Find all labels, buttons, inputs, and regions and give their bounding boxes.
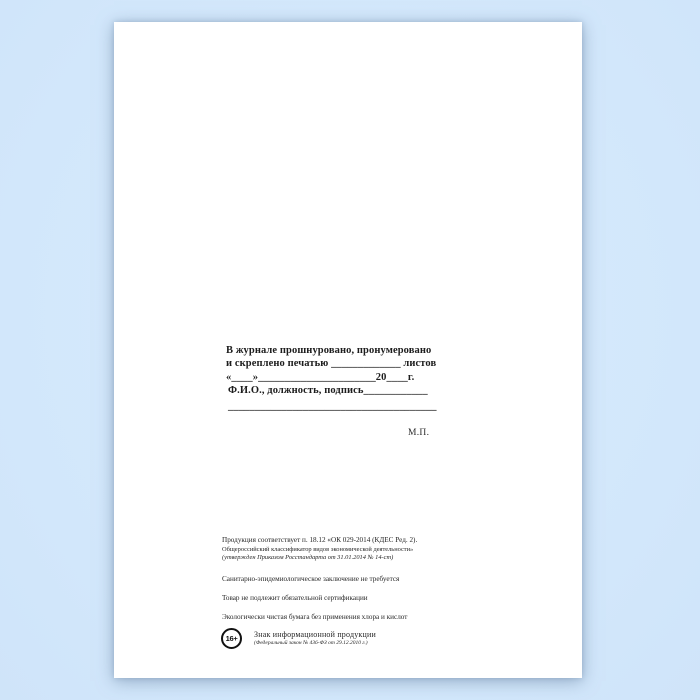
binding-signature-rule: _______________________________________ — [228, 400, 437, 412]
age-rating-16plus-icon — [221, 628, 242, 649]
binding-line-1: В журнале прошнуровано, пронумеровано — [226, 345, 432, 356]
binding-record-block — [226, 344, 441, 413]
compliance-block — [222, 536, 482, 563]
compliance-line-1: Продукция соответствует п. 18.12 «ОК 029-2014 (КДЕС Ред. 2). — [222, 536, 418, 544]
compliance-line-2: Общероссийский классификатор видов экономической деятельности» — [222, 545, 414, 553]
info-sign-law-reference: (Федеральный закон № 436-ФЗ от 29.12.2010 г.) — [254, 640, 368, 646]
eco-paper-note: Экологически чистая бумага без применения хлора и кислот — [222, 613, 408, 621]
sanitary-note: Санитарно-эпидемиологическое заключение не требуется — [222, 575, 400, 583]
certification-note: Товар не подлежит обязательной сертификации — [222, 594, 368, 602]
journal-back-page — [114, 22, 582, 678]
binding-line-4: Ф.И.О., должность, подпись____________ — [228, 385, 428, 397]
info-sign-title: Знак информационной продукции — [254, 630, 376, 639]
binding-line-3: «____»______________________20____г. — [226, 371, 415, 383]
binding-line-2: и скреплено печатью _____________ листов — [226, 358, 437, 370]
compliance-line-3: (утвержден Приказом Росстандарта от 31.01.2014 № 14-ст) — [222, 554, 394, 561]
information-product-sign — [254, 630, 376, 648]
stamp-place-label: М.П. — [408, 428, 430, 438]
age-rating-text: 16+ — [225, 634, 238, 643]
